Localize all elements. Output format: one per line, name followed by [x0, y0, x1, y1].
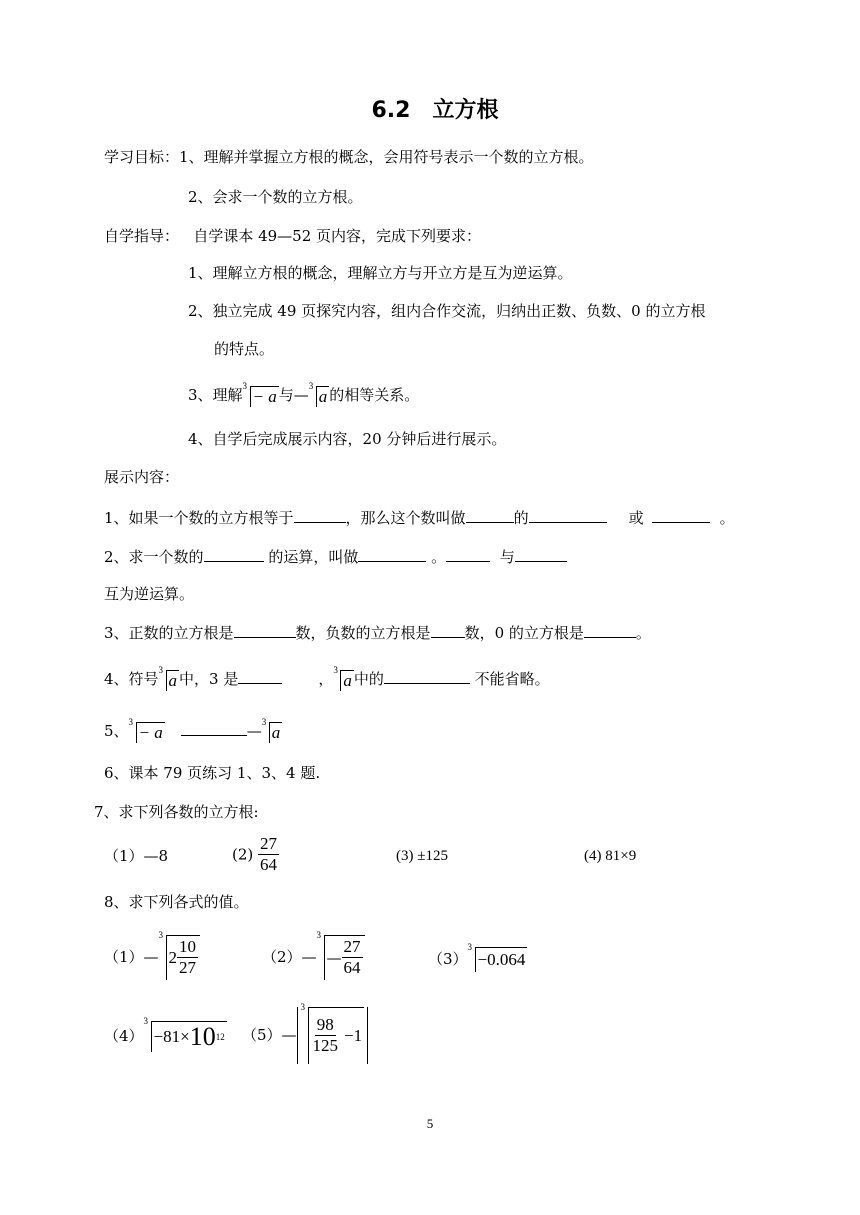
power-base: 10: [189, 1021, 216, 1051]
guide-item-4: 4、自学后完成展示内容，20 分钟后进行展示。: [188, 430, 507, 448]
display-label: 展示内容：: [104, 468, 180, 486]
denominator: 27: [179, 958, 197, 977]
q1-text-e: 。: [719, 509, 735, 527]
root-index: 3: [242, 380, 248, 391]
q7-item-1: （1）—8: [104, 847, 169, 865]
question-7: 7、求下列各数的立方根:: [94, 803, 259, 821]
q5-text-a: 5、: [104, 722, 129, 740]
radicand: a: [168, 670, 178, 690]
question-3: [104, 622, 651, 643]
question-5: [104, 716, 282, 743]
cube-root-expression: [467, 941, 528, 972]
q2-text-b: 的运算，叫做: [268, 548, 359, 566]
q8-item-1-label: （1）—: [104, 948, 159, 966]
denominator: 125: [312, 1036, 339, 1055]
question-6: 6、课本 79 页练习 1、3、4 题.: [104, 764, 321, 782]
root-index: 3: [128, 716, 134, 727]
cube-root-expression: [300, 1001, 365, 1064]
radicand: −0.064: [477, 949, 526, 969]
guide-label: 自学指导：: [104, 227, 180, 245]
guide-item-2b: 的特点。: [214, 340, 275, 358]
answer-blank[interactable]: [384, 668, 470, 684]
q8-item-5: [242, 1001, 368, 1064]
radicand: a: [318, 386, 328, 406]
q4-text-d: 中的: [353, 670, 384, 688]
question-1: [104, 507, 735, 528]
minus-one: −1: [344, 1025, 363, 1045]
guide-item-3-mid: 与—: [278, 386, 309, 404]
numerator: 27: [343, 937, 361, 956]
goals-line-1: [104, 147, 594, 167]
radicand: − a: [138, 722, 163, 742]
cube-root-expression: [316, 929, 365, 980]
guide-item-2a: 2、独立完成 49 页探究内容，组内合作交流，归纳出正数、负数、0 的立方根: [188, 302, 706, 320]
page-title: 6.2 立方根: [371, 98, 499, 123]
q8-item-2: [262, 929, 365, 980]
denominator: 64: [343, 958, 361, 977]
numerator: 98: [316, 1015, 334, 1034]
cube-root-expression: [158, 929, 201, 980]
q8-item-5-label: （5）—: [242, 1026, 297, 1044]
cube-root-a: [333, 664, 354, 691]
q4-text-a: 4、符号: [104, 670, 159, 688]
radicand: − a: [252, 386, 277, 406]
guide-item-1: 1、理解立方根的概念，理解立方与开立方是互为逆运算。: [188, 264, 573, 282]
q3-text-b: 数，负数的立方根是: [295, 624, 431, 642]
cube-root-expression: [143, 1015, 227, 1052]
q1-text-c: 的: [513, 509, 529, 527]
q5-dash: —: [246, 722, 262, 740]
root-index: 3: [300, 1001, 306, 1012]
cube-root-neg-a: [242, 380, 279, 407]
root-index: 3: [261, 716, 267, 727]
q8-item-3: [428, 941, 527, 972]
q8-item-4: [104, 1015, 227, 1052]
goals-item-1: 1、理解并掌握立方根的概念，会用符号表示一个数的立方根。: [179, 148, 594, 166]
root-index: 3: [308, 380, 314, 391]
guide-line: [104, 226, 481, 246]
question-2: [104, 546, 567, 567]
root-index: 3: [158, 664, 164, 675]
answer-blank[interactable]: [584, 622, 636, 638]
radicand-prefix: −81×: [153, 1026, 190, 1046]
absolute-value: [297, 1001, 369, 1064]
answer-blank[interactable]: [515, 546, 567, 562]
root-index: 3: [467, 941, 473, 952]
q3-text-c: 数，0 的立方根是: [464, 624, 584, 642]
q8-item-3-label: （3）: [428, 950, 468, 968]
q3-text-d: 。: [635, 624, 651, 642]
fraction: [342, 937, 363, 978]
q1-text-b: ，那么这个数叫做: [345, 509, 466, 527]
q2-text-c: 。: [431, 548, 447, 566]
root-index: 3: [143, 1015, 149, 1026]
radicand: a: [271, 722, 281, 742]
question-8: 8、求下列各式的值。: [104, 893, 249, 911]
denominator: 64: [260, 855, 278, 874]
cube-root-neg-a: [128, 716, 165, 743]
root-index: 3: [316, 929, 322, 940]
numerator: 10: [179, 937, 197, 956]
q1-text-d: 或: [628, 509, 644, 527]
cube-root-a: [158, 664, 180, 691]
guide-item-3-suffix: 的相等关系。: [329, 386, 420, 404]
goals-label: 学习目标：: [104, 148, 180, 166]
q2-text-d: 与: [499, 548, 515, 566]
q8-item-2-label: （2）—: [262, 948, 317, 966]
radicand: a: [343, 670, 352, 690]
answer-blank[interactable]: [446, 546, 490, 562]
fraction: [311, 1015, 341, 1056]
q2-text-a: 2、求一个数的: [104, 548, 204, 566]
guide-intro: 自学课本 49—52 页内容，完成下列要求：: [193, 227, 482, 245]
answer-blank[interactable]: [529, 507, 607, 523]
power-exponent: 12: [215, 1031, 225, 1042]
minus-sign: —: [326, 948, 342, 967]
question-2-continued: 互为逆运算。: [104, 585, 195, 603]
q7-item-2-label: (2): [232, 845, 254, 864]
q8-item-1: [104, 929, 200, 980]
cube-root-a: [261, 716, 283, 743]
q4-text-b: 中，3 是: [179, 670, 239, 688]
guide-item-3-prefix: 3、理解: [188, 386, 243, 404]
answer-blank[interactable]: [466, 507, 514, 523]
answer-blank[interactable]: [431, 622, 465, 638]
whole-part: 2: [168, 947, 178, 967]
guide-item-3: [188, 380, 420, 407]
root-index: 3: [333, 664, 338, 675]
goals-item-2: 2、会求一个数的立方根。: [188, 188, 363, 206]
q4-text-e: 不能省略。: [474, 670, 550, 688]
fraction: [177, 937, 198, 978]
question-4: [104, 664, 550, 691]
numerator: 27: [260, 834, 278, 853]
answer-blank[interactable]: [204, 546, 264, 562]
root-index: 3: [158, 929, 164, 940]
answer-blank[interactable]: [294, 507, 346, 523]
cube-root-a: [308, 380, 330, 407]
q7-item-4: (4) 81×9: [584, 848, 637, 864]
answer-blank[interactable]: [234, 622, 296, 638]
q3-text-a: 3、正数的立方根是: [104, 624, 234, 642]
q4-text-c: ，: [318, 670, 334, 688]
q8-item-4-label: （4）: [104, 1027, 144, 1045]
answer-blank[interactable]: [358, 546, 426, 562]
q7-item-3: (3) ±125: [396, 848, 448, 864]
page-number: 5: [426, 1116, 434, 1131]
answer-blank[interactable]: [238, 668, 282, 684]
fraction: [258, 834, 279, 875]
q7-item-2: [232, 834, 279, 875]
answer-blank[interactable]: [181, 720, 247, 736]
answer-blank[interactable]: [652, 507, 710, 523]
q1-text-a: 1、如果一个数的立方根等于: [104, 509, 294, 527]
